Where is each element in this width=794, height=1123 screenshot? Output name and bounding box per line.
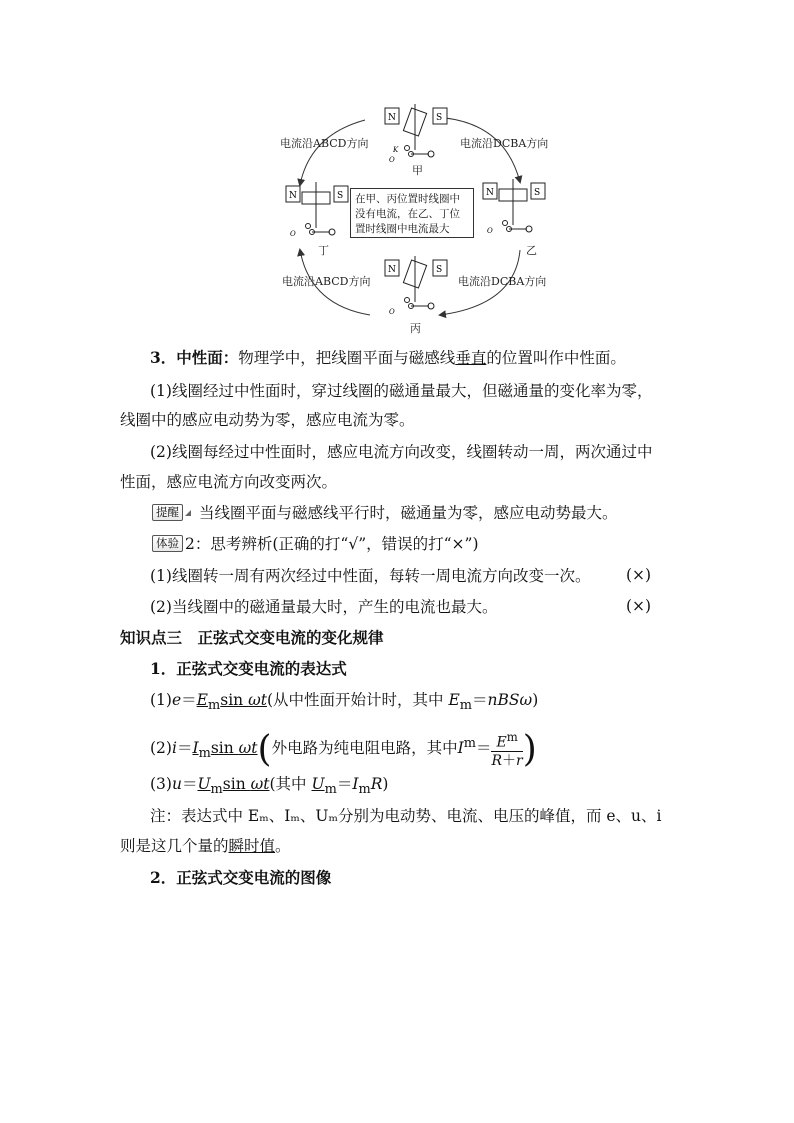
tip-tag: 提醒 xyxy=(152,504,183,521)
note-underlined-answer: 瞬时值 xyxy=(228,837,276,855)
generator-bottom xyxy=(385,256,447,316)
generator-rotation-figure xyxy=(270,90,560,340)
generator-left xyxy=(286,182,348,238)
section-3-p2-line2: 性面，感应电流方向改变两次。 xyxy=(120,473,338,491)
tag-corner-icon xyxy=(185,510,191,516)
exercise-q1-answer: (×) xyxy=(626,566,652,584)
tip-line xyxy=(152,503,618,523)
current-direction-top-right: 电流沿DCBA方向 xyxy=(460,137,549,150)
equation-emf: $(1)e=E_m\sin$ ωt(从中性面开始计时，其中 $E_m=nBS\omega$) xyxy=(150,691,539,714)
section-3-heading xyxy=(150,348,626,368)
svg-text:S: S xyxy=(337,191,344,201)
current-direction-bottom-left: 电流沿ABCD方向 xyxy=(282,275,371,288)
position-label-yi: 乙 xyxy=(526,244,537,257)
exercise-tag: 体验 xyxy=(152,535,183,552)
note-line2-a: 则是这几个量的 xyxy=(120,837,229,855)
current-direction-top-left: 电流沿ABCD方向 xyxy=(280,137,369,150)
svg-text:O: O xyxy=(290,230,296,238)
position-label-bing: 丙 xyxy=(410,322,421,335)
exercise-text: 2：思考辨析(正确的打“√”，错误的打“×”) xyxy=(185,535,479,553)
svg-text:N: N xyxy=(289,191,297,201)
svg-text:K: K xyxy=(393,146,399,154)
knowledge-3-sub2: 2．正弦式交变电流的图像 xyxy=(150,868,332,887)
position-label-ding: 丁 xyxy=(318,244,329,257)
section-3-p1-line1: (1)线圈经过中性面时，穿过线圈的磁通量最大，但磁通量的变化率为零， xyxy=(150,382,653,400)
note-line1: 注：表达式中 Eₘ、Iₘ、Uₘ分别为电动势、电流、电压的峰值，而 e、u、i xyxy=(150,807,662,825)
exercise-q2-answer: (×) xyxy=(626,597,652,615)
svg-text:S: S xyxy=(534,188,541,198)
section-3-underlined-answer: 垂直 xyxy=(455,349,487,367)
figure-center-note: 在甲、丙位置时线圈中没有电流，在乙、丁位置时线圈中电流最大 xyxy=(350,188,474,238)
equation-voltage-note: (其中 xyxy=(269,775,307,793)
section-3-p1-line2: 线圈中的感应电动势为零，感应电流为零。 xyxy=(120,411,415,429)
section-3-title: 3．中性面： xyxy=(150,348,239,367)
svg-text:N: N xyxy=(388,265,396,275)
current-direction-bottom-right: 电流沿DCBA方向 xyxy=(458,275,547,288)
svg-text:O: O xyxy=(389,308,395,316)
equation-voltage: $(3)u=U_m\sin$ ωt(其中 $U_m=I_mR$) xyxy=(150,775,389,798)
generator-right xyxy=(483,179,545,235)
flow-arrow-top-left xyxy=(300,120,365,185)
section-3-p2-line1: (2)线圈每经过中性面时，感应电流方向改变，线圈转动一周，两次通过中 xyxy=(150,443,653,461)
current-fraction: $\frac{E^m}{R+r}$ xyxy=(491,729,523,770)
svg-text:N: N xyxy=(388,113,396,123)
svg-text:S: S xyxy=(436,113,443,123)
position-label-jia: 甲 xyxy=(412,164,423,177)
knowledge-3-sub1: 1．正弦式交变电流的表达式 xyxy=(150,659,347,678)
exercise-q1: (1)线圈转一周有两次经过中性面，每转一周电流方向改变一次。 xyxy=(150,567,591,585)
generator-top xyxy=(385,104,447,164)
svg-text:O: O xyxy=(389,156,395,164)
exercise-q2: (2)当线圈中的磁通量最大时，产生的电流也最大。 xyxy=(150,598,498,616)
exercise-line xyxy=(152,534,479,554)
svg-text:N: N xyxy=(486,188,494,198)
note-line2 xyxy=(120,836,291,856)
section-3-outro: 的位置叫作中性面。 xyxy=(486,349,626,367)
note-line2-b: 。 xyxy=(275,837,291,855)
equation-current: $(2)i=I_m\sin$ ωt(外电路为纯电阻电路，其中$I^m=$ $\frac{E^m}{R+r}$ ) xyxy=(150,729,537,771)
svg-text:O: O xyxy=(487,227,493,235)
section-3-intro: 物理学中，把线圈平面与磁感线 xyxy=(238,349,456,367)
svg-text:S: S xyxy=(436,265,443,275)
tip-text: 当线圈平面与磁感线平行时，磁通量为零，感应电动势最大。 xyxy=(199,504,618,522)
equation-emf-note: (从中性面开始计时，其中 xyxy=(266,691,444,709)
knowledge-3-title: 知识点三 正弦式交变电流的变化规律 xyxy=(120,628,384,647)
equation-current-note: 外电路为纯电阻电路，其中 xyxy=(271,739,458,758)
